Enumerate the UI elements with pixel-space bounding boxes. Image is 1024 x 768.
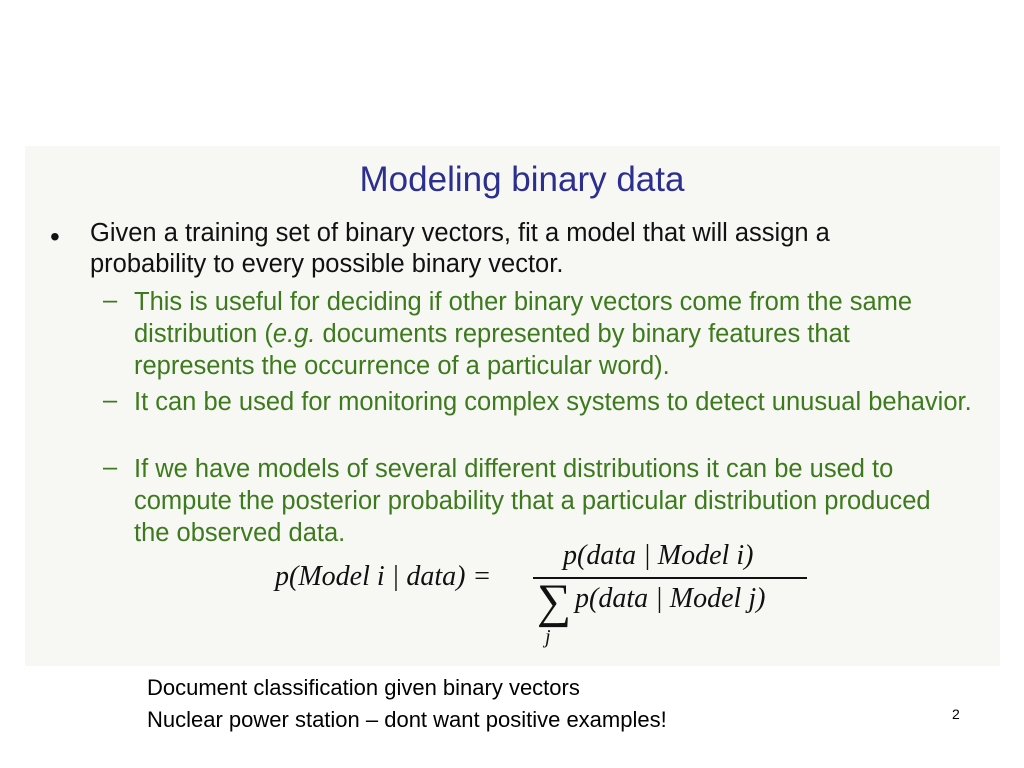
- note-line-2: Nuclear power station – dont want positive examples!: [147, 707, 667, 732]
- slide-title: Modeling binary data: [359, 160, 685, 199]
- sum-symbol: ∑: [537, 575, 572, 628]
- sub-bullet-marker: –: [103, 453, 118, 481]
- formula-numerator: p(data | Model i): [563, 540, 754, 571]
- sub-bullet-2: It can be used for monitoring complex systems to detect unusual behavior.: [134, 388, 972, 416]
- sub-bullet-3: If we have models of several different distributions it can be used to compute the posterior probability that a particular distribution produced the observed data.: [134, 455, 931, 547]
- page-number: 2: [952, 706, 960, 722]
- sum-index: j: [545, 626, 551, 648]
- speaker-notes: [147, 672, 667, 736]
- formula-lhs: p(Model i | data) =: [275, 561, 492, 592]
- sub-bullet-marker: –: [103, 286, 118, 314]
- bayes-formula: [275, 540, 835, 660]
- sub-bullet-1-eg: e.g.: [272, 320, 316, 348]
- note-line-1: Document classification given binary vectors: [147, 675, 580, 700]
- formula-denominator: p(data | Model j): [575, 583, 766, 614]
- sub-bullet-marker: –: [103, 386, 118, 414]
- sub-bullet-1: [134, 286, 974, 382]
- fraction-bar: [533, 577, 807, 579]
- main-bullet-text: Given a training set of binary vectors, fit a model that will assign a probability to every possible binary vector.: [90, 219, 830, 278]
- sub-bullet-1-text-b: documents represented by binary features that represents the occurrence of a particular word).: [134, 320, 850, 380]
- bullet-marker: •: [50, 221, 60, 252]
- sub-bullet-1-text-a: This is useful for deciding if other binary vectors come from the same distribution (: [134, 288, 913, 348]
